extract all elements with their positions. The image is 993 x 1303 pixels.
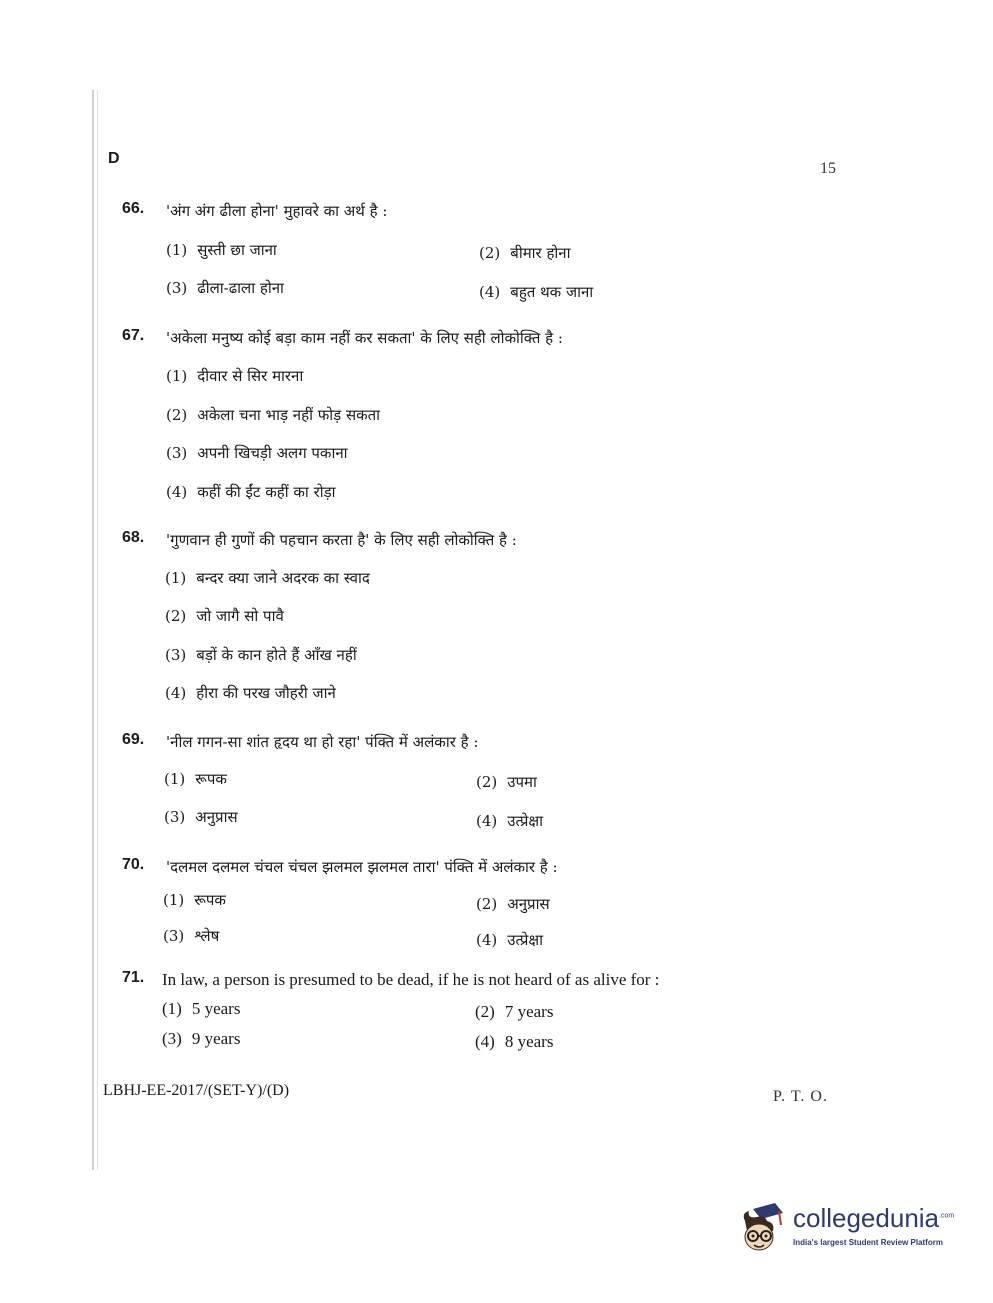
option-1 (165, 568, 370, 588)
option-2 (475, 1002, 553, 1022)
option-text: दीवार से सिर मारना (197, 367, 304, 385)
option-number: (2) (166, 406, 188, 424)
option-4 (166, 482, 336, 502)
option-number: (2) (476, 895, 498, 913)
brand-suffix: .com (939, 1212, 955, 1220)
option-number: (1) (162, 999, 182, 1018)
option-2 (476, 894, 550, 914)
option-3 (165, 645, 357, 665)
option-3 (166, 278, 284, 298)
option-number: (4) (479, 283, 501, 301)
option-1 (162, 999, 240, 1019)
option-number: (1) (164, 770, 186, 788)
brand-tagline: India's largest Student Review Platform (793, 1238, 943, 1247)
option-number: (1) (165, 569, 187, 587)
scan-edge-line (97, 90, 98, 1170)
option-4 (475, 1032, 553, 1052)
option-3 (166, 443, 348, 463)
option-text: अपनी खिचड़ी अलग पकाना (197, 444, 348, 462)
option-text: 8 years (504, 1032, 554, 1051)
option-text: 7 years (504, 1002, 554, 1021)
option-4 (476, 811, 543, 831)
option-number: (3) (163, 927, 185, 945)
option-text: उत्प्रेक्षा (507, 812, 543, 830)
option-2 (476, 772, 537, 792)
option-4 (479, 282, 593, 302)
option-1 (163, 890, 226, 910)
option-text: अनुप्रास (507, 895, 550, 913)
question-number: 70. (122, 856, 145, 873)
option-text: उत्प्रेक्षा (507, 931, 543, 949)
option-text: कहीं की ईंट कहीं का रोड़ा (197, 483, 336, 501)
option-number: (4) (476, 812, 498, 830)
option-4 (476, 930, 543, 950)
option-4 (165, 683, 336, 703)
page-number: 15 (820, 160, 836, 177)
option-3 (163, 926, 219, 946)
option-text: उपमा (507, 773, 537, 791)
question-text: 'दलमल दलमल चंचल चंचल झलमल झलमल तारा' पंक्ति में अलंकार है : (166, 858, 558, 876)
set-letter: D (108, 150, 120, 167)
option-text: हीरा की परख जौहरी जाने (196, 684, 336, 702)
option-number: (3) (166, 279, 188, 297)
option-3 (162, 1029, 240, 1049)
option-text: बीमार होना (510, 244, 571, 262)
option-number: (2) (479, 244, 501, 262)
option-number: (1) (166, 367, 188, 385)
question-text: 'गुणवान ही गुणों की पहचान करता है' के लिए सही लोकोक्ति है : (166, 531, 517, 549)
option-text: सुस्ती छा जाना (197, 241, 277, 259)
option-number: (3) (165, 646, 187, 664)
question-number: 71. (122, 969, 145, 986)
option-text: 9 years (191, 1029, 241, 1048)
question-text: 'नील गगन-सा शांत हृदय था हो रहा' पंक्ति में अलंकार है : (166, 733, 479, 751)
question-number: 67. (122, 327, 145, 344)
option-number: (2) (475, 1002, 495, 1021)
option-text: बड़ों के कान होते हैं आँख नहीं (196, 646, 357, 664)
paper-code: LBHJ-EE-2017/(SET-Y)/(D) (103, 1082, 290, 1099)
option-3 (164, 807, 238, 827)
option-text: 5 years (191, 999, 241, 1018)
option-text: अकेला चना भाड़ नहीं फोड़ सकता (197, 406, 381, 424)
option-number: (2) (476, 773, 498, 791)
question-text: 'अकेला मनुष्य कोई बड़ा काम नहीं कर सकता' के लिए सही लोकोक्ति है : (166, 329, 563, 347)
question-number: 69. (122, 731, 145, 748)
option-2 (166, 405, 380, 425)
question-number: 68. (122, 529, 145, 546)
mascot-icon (735, 1199, 787, 1255)
option-text: श्लेष (194, 927, 220, 945)
option-1 (166, 240, 277, 260)
scan-edge-line (92, 90, 94, 1170)
option-text: अनुप्रास (195, 808, 238, 826)
option-2 (165, 606, 284, 626)
option-text: बहुत थक जाना (510, 283, 594, 301)
question-text: 'अंग अंग ढीला होना' मुहावरे का अर्थ है : (166, 202, 388, 220)
brand-name: collegedunia$^{.com}$ (793, 1203, 955, 1233)
option-2 (479, 243, 571, 263)
option-number: (2) (165, 607, 187, 625)
please-turn-over: P. T. O. (773, 1088, 828, 1105)
option-number: (1) (166, 241, 188, 259)
option-number: (4) (166, 483, 188, 501)
option-number: (3) (164, 808, 186, 826)
option-text: रूपक (194, 891, 226, 909)
collegedunia-watermark (735, 1195, 965, 1265)
option-text: रूपक (195, 770, 227, 788)
question-text: In law, a person is presumed to be dead, if he is not heard of as alive for : (162, 970, 660, 989)
option-number: (1) (163, 891, 185, 909)
option-text: जो जागै सो पावै (196, 607, 284, 625)
option-text: बन्दर क्या जाने अदरक का स्वाद (196, 569, 370, 587)
option-number: (4) (475, 1032, 495, 1051)
option-1 (166, 366, 303, 386)
option-number: (3) (166, 444, 188, 462)
option-number: (4) (476, 931, 498, 949)
option-number: (3) (162, 1029, 182, 1048)
option-number: (4) (165, 684, 187, 702)
option-1 (164, 769, 227, 789)
question-number: 66. (122, 200, 145, 217)
option-text: ढीला-ढाला होना (197, 279, 284, 297)
